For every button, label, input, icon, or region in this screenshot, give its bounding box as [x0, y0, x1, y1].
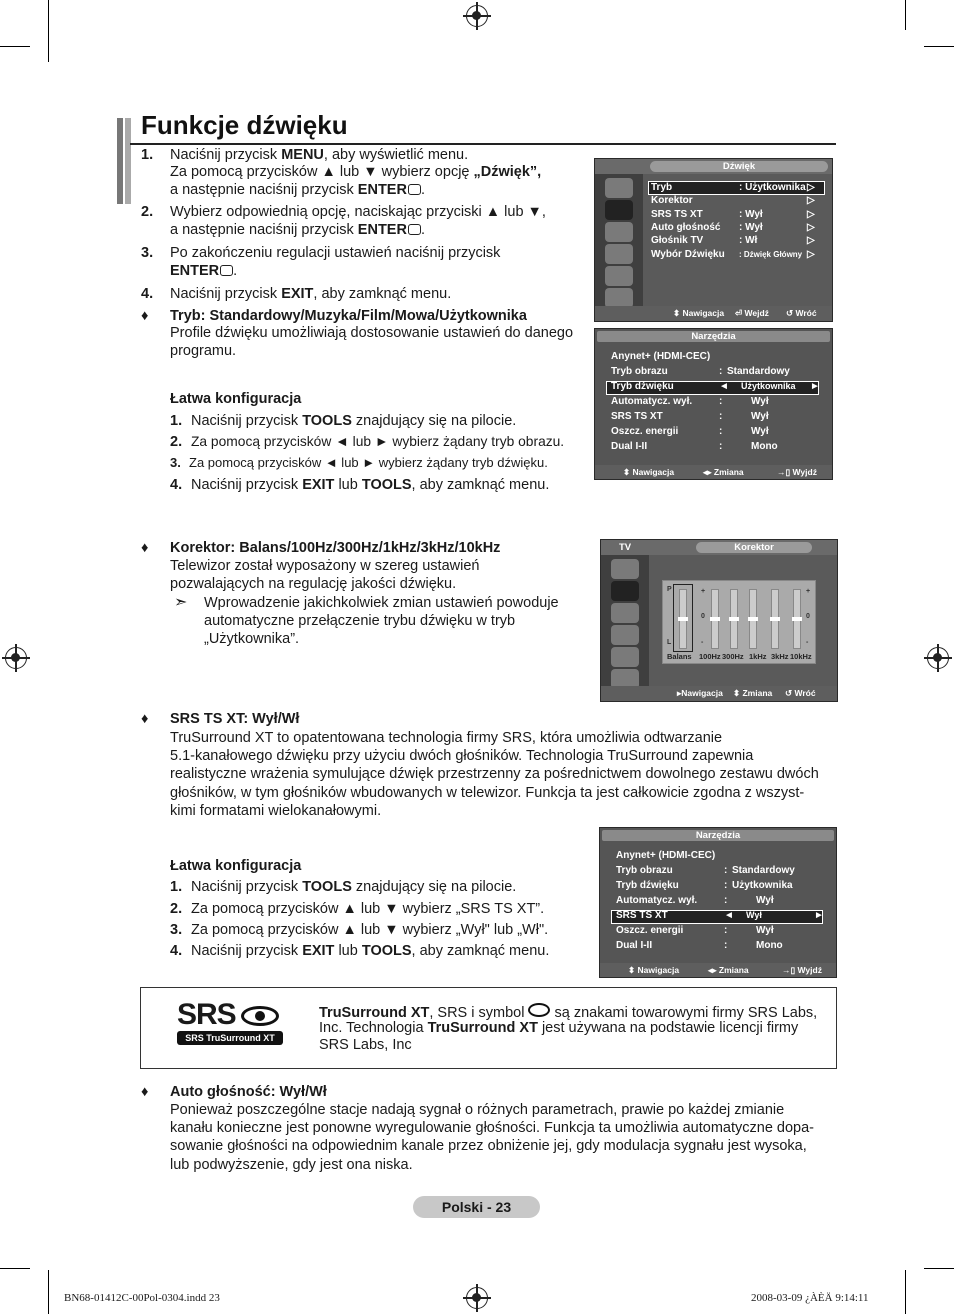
text: , aby wyświetlić menu. [323, 147, 469, 163]
srs-logo-sub: SRS TruSurround XT [177, 1031, 283, 1045]
text: Zmiana [742, 688, 773, 698]
easy-step [191, 413, 516, 429]
trademark-text [319, 1003, 817, 1021]
registration-mark-icon [927, 647, 949, 669]
osd-row-value: Standardowy [732, 865, 795, 876]
step-number: 3. [141, 245, 154, 261]
osd-row-arrow: ▷ [807, 195, 815, 207]
osd-sidebar [595, 174, 643, 321]
tryb-text: programu. [170, 343, 237, 359]
text: TruSurround XT [319, 1005, 430, 1021]
korektor-note: Wprowadzenie jakichkolwiek zmian ustawień powoduje [204, 595, 559, 611]
text: Nawigacja [682, 308, 725, 318]
osd-foot-exit: →▯ Wyjdź [777, 467, 817, 477]
osd-row-label: Tryb [651, 182, 673, 193]
text: lub [334, 943, 362, 959]
text: EXIT [302, 943, 335, 959]
osd-row-sep: : [724, 925, 728, 936]
osd-row-value: Mono [751, 441, 778, 452]
bullet: ♦ [141, 1084, 149, 1100]
osd-row-value: Wył [756, 925, 774, 936]
osd-row-end: ► [814, 910, 824, 921]
step-number: 4. [170, 477, 183, 493]
osd-row-arrow: ▷ [807, 248, 815, 260]
crop-mark [905, 0, 906, 30]
enter-icon [220, 265, 233, 276]
osd-row-label: Oszcz. energii [611, 426, 679, 437]
step-number: 4. [141, 286, 154, 302]
eq-slider[interactable] [749, 589, 757, 649]
picture-icon[interactable] [611, 559, 639, 579]
osd-row-value: Wył [756, 895, 774, 906]
osd-row-label: Tryb dźwięku [616, 880, 679, 891]
osd-row-arrow: ▷ [807, 182, 815, 193]
osd-row-label: Oszcz. energii [616, 925, 684, 936]
korektor-heading: Korektor: Balans/100Hz/300Hz/1kHz/3kHz/10kHz [170, 540, 501, 556]
eq-minus-label: - [701, 639, 704, 646]
registration-mark-icon [5, 647, 27, 669]
text: Nawigacja [681, 688, 723, 698]
osd-foot-nav: ▸Nawigacja [677, 688, 723, 698]
easy-step: Za pomocą przycisków ▲ lub ▼ wybierz „SRS TS XT”. [191, 901, 545, 917]
osd-equalizer [600, 539, 838, 702]
osd-row-label: SRS TS XT [611, 411, 663, 422]
osd-row-label: Dual I-II [611, 441, 648, 452]
text: EXIT [281, 286, 314, 302]
osd-row-sep: ◄ [724, 910, 734, 921]
easy-step [191, 943, 549, 959]
osd-title: Narzędzia [602, 830, 834, 841]
trademark-text: SRS Labs, Inc [319, 1037, 412, 1053]
step-number: 2. [141, 204, 154, 220]
eq-slider-knob [770, 617, 780, 621]
eq-band-label: 10kHz [790, 652, 812, 661]
osd-row-label: Automatycz. wył. [611, 396, 693, 407]
step-2-line: Wybierz odpowiednią opcję, naciskając przyciski ▲ lub ▼, [170, 204, 546, 220]
eq-slider[interactable] [679, 589, 687, 649]
osd-row-sep: : [719, 366, 723, 377]
osd-row-value: Wył [746, 910, 762, 920]
file-footer-left: BN68-01412C-00Pol-0304.indd 23 [64, 1292, 220, 1304]
osd-row-sep: : [724, 940, 728, 951]
osd-footer [601, 686, 837, 701]
application-icon[interactable] [605, 288, 633, 308]
korektor-note: automatyczne przełączenie trybu dźwięku w tryb [204, 613, 516, 629]
text: , aby zamknąć menu. [313, 286, 452, 302]
eq-band-label: 1kHz [749, 652, 767, 661]
file-footer-right: 2008-03-09 ¿ÀÈÄ 9:14:11 [751, 1292, 869, 1304]
text: Wróć [794, 688, 816, 698]
step-2-line [170, 222, 425, 238]
osd-row-value: : Dźwięk Główny [739, 249, 803, 259]
crop-mark [924, 46, 954, 47]
bullet: ♦ [141, 308, 149, 324]
step-number: 1. [141, 147, 154, 163]
text: Wyjdź [797, 965, 822, 975]
step-number: 4. [170, 943, 183, 959]
osd-row-sep: : [719, 396, 723, 407]
easy-config-heading: Łatwa konfiguracja [170, 858, 302, 874]
channel-icon[interactable] [605, 222, 633, 242]
text: TruSurround XT [427, 1020, 538, 1036]
crop-mark [905, 1270, 906, 1314]
eq-slider[interactable] [730, 589, 738, 649]
osd-row-arrow: ▷ [807, 221, 815, 233]
srs-text: realistyczne wrażenia symulujące dźwięk przestrzenny za pośrednictwem dowolnego zestawu dwóch [170, 766, 819, 782]
text: TOOLS [302, 413, 352, 429]
note-arrow-icon: ➣ [174, 594, 188, 611]
easy-step: Za pomocą przycisków ◄ lub ► wybierz żądany tryb obrazu. [191, 434, 565, 449]
text: są znakami towarowymi firmy SRS Labs, [550, 1005, 818, 1021]
text: Naciśnij przycisk [191, 413, 303, 429]
text: lub [334, 477, 362, 493]
osd-tv-label: TV [619, 542, 632, 553]
text: TOOLS [361, 943, 412, 959]
osd-tools-menu-srs [599, 827, 837, 978]
channel-icon[interactable] [611, 603, 639, 623]
enter-icon [408, 224, 421, 235]
osd-row-sep: : [724, 895, 728, 906]
sound-icon[interactable] [605, 200, 633, 220]
eq-slider-knob [748, 617, 758, 621]
step-number: 2. [170, 434, 183, 450]
osd-row-value: Użytkownika [732, 880, 793, 891]
text: Naciśnij przycisk [191, 943, 303, 959]
osd-row-label: Wybór Dźwięku [651, 248, 725, 260]
srs-text: głośników, w tym głośników wbudowanych w telewizor. Funkcja ta jest całkowicie zgodna z wszyst- [170, 785, 805, 801]
text: ENTER [357, 182, 407, 198]
osd-foot-change: ◂▸ Zmiana [703, 467, 744, 477]
text: Zmiana [713, 467, 744, 477]
eq-zero-label: 0 [701, 613, 705, 620]
crop-mark [0, 1268, 30, 1269]
text: Wróć [795, 308, 817, 318]
easy-step [191, 477, 549, 493]
title-bar [117, 118, 123, 204]
eq-zero-label: 0 [806, 613, 810, 620]
osd-foot-back: ↺ Wróć [786, 308, 817, 318]
korektor-text: pozwalających na regulację jakości dźwięku. [170, 576, 457, 592]
text: . [233, 263, 238, 279]
eq-band-label: Balans [667, 652, 692, 661]
enter-icon [408, 184, 421, 195]
text: , SRS i symbol [429, 1005, 529, 1021]
eq-plus-label: + [701, 588, 706, 595]
eq-panel [662, 580, 816, 664]
osd-row-value: : Wł [739, 235, 758, 247]
osd-foot-enter: ⏎ Wejdź [735, 308, 769, 318]
srs-text: kimi formatami wielokanałowymi. [170, 803, 382, 819]
osd-foot-nav: ⬍ Nawigacja [623, 467, 675, 477]
srs-symbol-icon [528, 1003, 550, 1017]
eq-l-label: L [667, 639, 672, 646]
osd-row-label: Dual I-II [616, 940, 653, 951]
osd-title: Korektor [696, 542, 812, 553]
osd-row-value: Wył [751, 411, 769, 422]
osd-row-arrow: ▷ [807, 208, 815, 220]
osd-row-sep: : [719, 411, 723, 422]
srs-text: TruSurround XT to opatentowana technologia firmy SRS, która umożliwia odtwarzanie [170, 730, 723, 746]
eq-plus-label: + [806, 588, 811, 595]
osd-row-end: ► [810, 381, 820, 392]
picture-icon[interactable] [605, 178, 633, 198]
tryb-heading: Tryb: Standardowy/Muzyka/Film/Mowa/Użytkownika [170, 308, 527, 324]
easy-step: Za pomocą przycisków ▲ lub ▼ wybierz „Wył" lub „Wł". [191, 922, 549, 938]
text: Nawigacja [632, 467, 675, 477]
step-3-line: Po zakończeniu regulacji ustawień naciśnij przycisk [170, 245, 501, 261]
korektor-note: „Użytkownika”. [204, 631, 300, 647]
osd-row-label: Automatycz. wył. [616, 895, 698, 906]
step-number: 2. [170, 901, 183, 917]
eq-slider[interactable] [793, 589, 801, 649]
osd-foot-exit: →▯ Wyjdź [782, 965, 822, 975]
text: . [420, 222, 425, 238]
text: Wyjdź [792, 467, 817, 477]
osd-row-sep: ◄ [719, 381, 729, 392]
osd-row-value: : Wył [739, 208, 763, 220]
eq-slider-knob [710, 617, 720, 621]
text: Naciśnij przycisk [191, 879, 303, 895]
page-title: Funkcje dźwięku [141, 110, 348, 140]
registration-mark-icon [466, 5, 488, 27]
osd-title: Narzędzia [597, 331, 830, 342]
text: Naciśnij przycisk [170, 147, 282, 163]
eq-minus-label: - [806, 639, 809, 646]
korektor-text: Telewizor został wyposażony w szereg ustawień [170, 558, 480, 574]
eq-slider[interactable] [771, 589, 779, 649]
input-icon[interactable] [605, 266, 633, 286]
text: . [420, 182, 425, 198]
step-3-line [170, 263, 237, 279]
step-1-line [170, 147, 468, 163]
step-number: 3. [170, 455, 181, 470]
eq-slider-knob [792, 617, 802, 621]
crop-mark [48, 1270, 49, 1314]
step-number: 1. [170, 879, 183, 895]
srs-logo [177, 998, 283, 1048]
osd-foot-nav: ⬍ Nawigacja [628, 965, 680, 975]
osd-foot-change: ⬍ Zmiana [733, 688, 773, 698]
text: MENU [281, 147, 324, 163]
setup-icon[interactable] [605, 244, 633, 264]
trademark-text [319, 1020, 798, 1036]
eq-band-label: 300Hz [722, 652, 744, 661]
text: Inc. Technologia [319, 1020, 428, 1036]
osd-row-label: Auto głośność [651, 221, 721, 233]
input-icon[interactable] [611, 647, 639, 667]
title-rule [130, 143, 836, 145]
step-4-line [170, 286, 451, 302]
eq-slider-knob [678, 617, 688, 621]
text: znajdujący się na pilocie. [351, 879, 517, 895]
eq-band-label: 100Hz [699, 652, 721, 661]
crop-mark [0, 46, 30, 47]
osd-row-value: Wył [751, 426, 769, 437]
auto-text: kanału konieczne jest ponowne wyregulowanie głośności. Funkcja ta umożliwia automatyczne dopa- [170, 1120, 814, 1136]
osd-footer [595, 465, 832, 479]
crop-mark [48, 0, 49, 62]
text: znajdujący się na pilocie. [351, 413, 517, 429]
easy-config-heading: Łatwa konfiguracja [170, 391, 302, 407]
text: Zmiana [718, 965, 749, 975]
eq-p-label: P [667, 586, 672, 593]
osd-foot-back: ↺ Wróć [785, 688, 816, 698]
srs-symbol-icon [241, 1006, 279, 1026]
easy-step [191, 879, 516, 895]
step-number: 1. [170, 413, 183, 429]
text: TOOLS [361, 477, 412, 493]
auto-text: sowanie głośności na odpowiednim kanale przez obniżenie jej, gdy modulacja sygnału jest wysoka, [170, 1138, 807, 1154]
text: a następnie naciśnij przycisk [170, 182, 358, 198]
text: EXIT [302, 477, 335, 493]
osd-footer [600, 963, 836, 977]
text: Nawigacja [637, 965, 680, 975]
auto-text: Ponieważ poszczególne stacje nadają sygnał o różnych parametrach, prawie po każdej zmianie [170, 1102, 785, 1118]
osd-row-label: SRS TS XT [616, 910, 668, 921]
osd-row-value: : Wył [739, 221, 763, 233]
osd-row-label: Tryb obrazu [611, 366, 668, 377]
srs-text: 5.1-kanałowego dźwięku przy użyciu dwóch głośników. Technologia TruSurround zapewnia [170, 748, 754, 764]
easy-step: Za pomocą przycisków ◄ lub ► wybierz żądany tryb dźwięku. [189, 455, 548, 470]
step-1-line [170, 164, 541, 180]
step-number: 3. [170, 922, 183, 938]
auto-text: lub podwyższenie, gdy jest ona niska. [170, 1157, 413, 1173]
text: Naciśnij przycisk [191, 477, 303, 493]
osd-row-label: Anynet+ (HDMI-CEC) [616, 850, 716, 861]
osd-row-label: Tryb dźwięku [611, 381, 674, 392]
osd-row-sep: : [724, 865, 728, 876]
osd-sound-menu [594, 158, 833, 322]
text: , aby zamknąć menu. [411, 943, 550, 959]
text: jest używana na podstawie licencji firmy [537, 1020, 799, 1036]
title-bar [125, 118, 131, 204]
text: Za pomocą przycisków ▲ lub ▼ wybierz opcję [170, 164, 474, 180]
eq-band-label: 3kHz [771, 652, 789, 661]
osd-row-value: : Użytkownika [739, 182, 806, 193]
text: ENTER [357, 222, 407, 238]
osd-foot-change: ◂▸ Zmiana [708, 965, 749, 975]
osd-row-label: SRS TS XT [651, 208, 703, 220]
osd-foot-nav: ⬍ Nawigacja [673, 308, 725, 318]
eq-slider[interactable] [711, 589, 719, 649]
osd-row-arrow: ▷ [807, 235, 815, 247]
text: „Dźwięk”, [473, 164, 542, 180]
tryb-text: Profile dźwięku umożliwiają dostosowanie ustawień do danego [170, 325, 574, 341]
osd-footer [595, 306, 832, 321]
auto-heading: Auto głośność: Wył/Wł [170, 1084, 327, 1100]
osd-row-value: Mono [756, 940, 783, 951]
bullet: ♦ [141, 711, 149, 727]
osd-row-sep: : [719, 441, 723, 452]
text: , aby zamknąć menu. [411, 477, 550, 493]
osd-row-sep: : [719, 426, 723, 437]
srs-logo-text: SRS [177, 998, 236, 1031]
step-1-line [170, 182, 425, 198]
srs-heading: SRS TS XT: Wył/Wł [170, 711, 300, 727]
osd-sidebar [601, 555, 649, 701]
bullet: ♦ [141, 540, 149, 556]
text: a następnie naciśnij przycisk [170, 222, 358, 238]
text: Naciśnij przycisk [170, 286, 282, 302]
osd-row-label: Korektor [651, 195, 693, 207]
text: Wejdź [744, 308, 769, 318]
setup-icon[interactable] [611, 625, 639, 645]
osd-row-value: Standardowy [727, 366, 790, 377]
page-number: Polski - 23 [413, 1196, 540, 1218]
osd-row-value: Wył [751, 396, 769, 407]
crop-mark [924, 1268, 954, 1269]
osd-row-label: Głośnik TV [651, 235, 704, 247]
sound-icon[interactable] [611, 581, 639, 601]
text: TOOLS [302, 879, 352, 895]
osd-tools-menu [594, 328, 833, 480]
trademark-box [140, 987, 837, 1069]
osd-row-label: Anynet+ (HDMI-CEC) [611, 351, 711, 362]
text: ENTER [170, 263, 220, 279]
registration-mark-icon [466, 1287, 488, 1309]
osd-title: Dźwięk [650, 161, 828, 172]
eq-slider-knob [729, 617, 739, 621]
osd-row-sep: : [724, 880, 728, 891]
osd-row-value: Użytkownika [741, 381, 796, 391]
osd-row-label: Tryb obrazu [616, 865, 673, 876]
